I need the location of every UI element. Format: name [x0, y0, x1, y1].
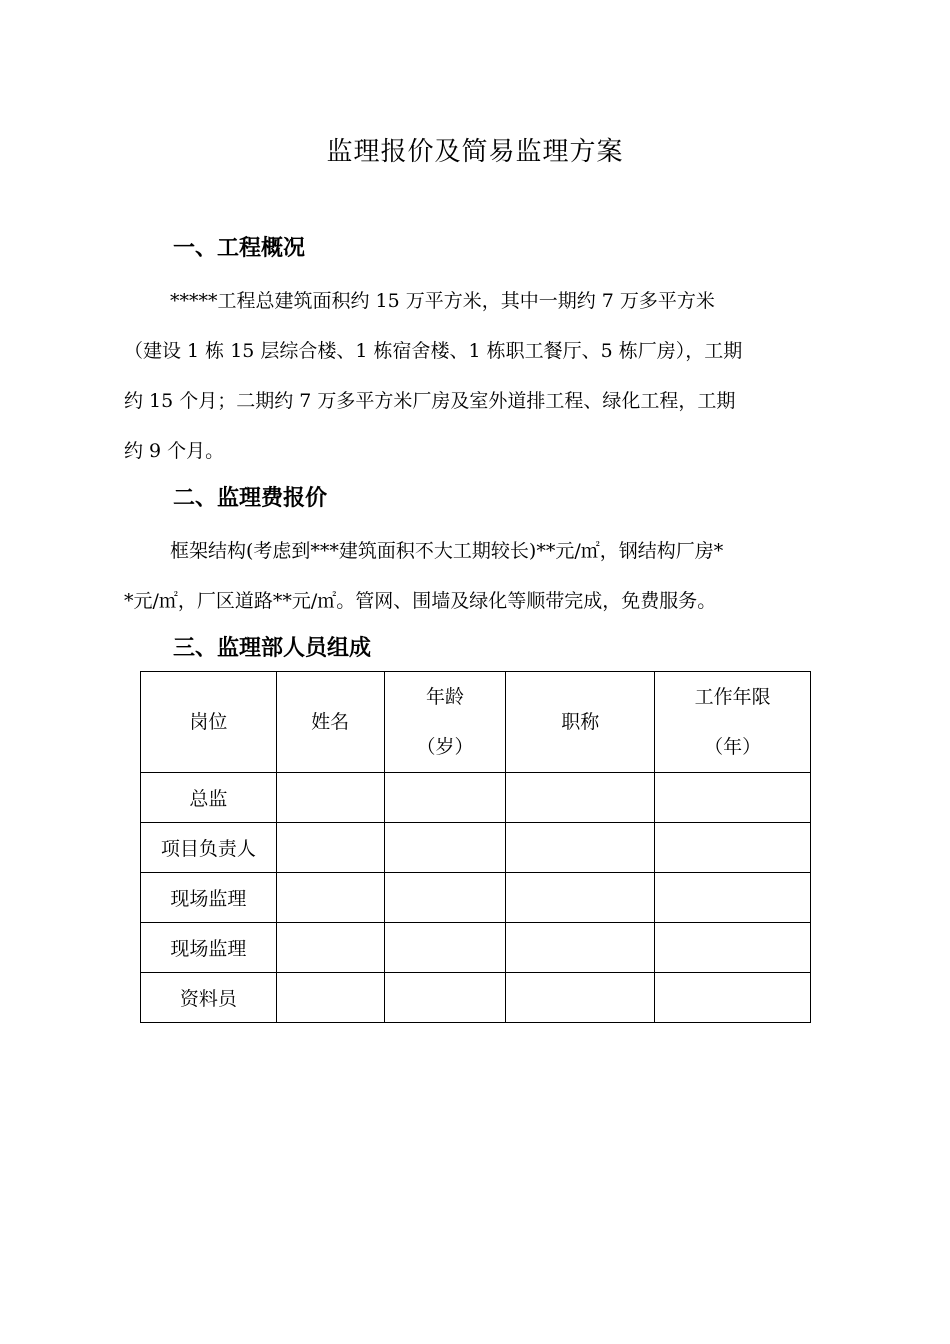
cell-role: 总监 — [141, 773, 277, 823]
cell-title — [506, 773, 655, 823]
cell-name — [276, 773, 384, 823]
table-row — [141, 973, 811, 1023]
cell-name — [276, 923, 384, 973]
overview-line-4: 约 9 个月。 — [124, 440, 225, 462]
cell-name — [276, 873, 384, 923]
cell-years — [655, 873, 811, 923]
cell-age — [384, 823, 506, 873]
cell-name — [276, 973, 384, 1023]
header-age: 年龄 （岁） — [384, 672, 506, 773]
cell-role: 资料员 — [141, 973, 277, 1023]
header-work-years: 工作年限 （年） — [655, 672, 811, 773]
section-heading-overview: 一、工程概况 — [173, 236, 306, 261]
cell-title — [506, 873, 655, 923]
table-row — [141, 773, 811, 823]
cell-title — [506, 973, 655, 1023]
overview-line-2: （建设 1 栋 15 层综合楼、1 栋宿舍楼、1 栋职工餐厅、5 栋厂房），工期 — [124, 340, 743, 362]
staff-table — [140, 671, 811, 1023]
cell-age — [384, 873, 506, 923]
cell-role: 现场监理 — [141, 923, 277, 973]
cell-years — [655, 773, 811, 823]
section-body-overview — [124, 276, 826, 476]
cell-years — [655, 973, 811, 1023]
cell-role: 现场监理 — [141, 873, 277, 923]
cell-age — [384, 973, 506, 1023]
cell-years — [655, 823, 811, 873]
cell-years — [655, 923, 811, 973]
table-row — [141, 873, 811, 923]
table-row — [141, 823, 811, 873]
cell-role: 项目负责人 — [141, 823, 277, 873]
section-heading-staff: 三、监理部人员组成 — [173, 636, 372, 661]
table-row — [141, 923, 811, 973]
fee-line-1: 框架结构(考虑到***建筑面积不大工期较长)**元/㎡，钢结构厂房* — [170, 540, 724, 562]
cell-age — [384, 773, 506, 823]
fee-line-2: *元/㎡，厂区道路**元/㎡。管网、围墙及绿化等顺带完成，免费服务。 — [124, 590, 717, 612]
header-position: 岗位 — [141, 672, 277, 773]
overview-line-1: *****工程总建筑面积约 15 万平方米，其中一期约 7 万多平方米 — [170, 290, 715, 312]
cell-name — [276, 823, 384, 873]
cell-age — [384, 923, 506, 973]
cell-title — [506, 823, 655, 873]
header-professional-title: 职称 — [506, 672, 655, 773]
document-title: 监理报价及简易监理方案 — [326, 137, 624, 167]
overview-line-3: 约 15 个月；二期约 7 万多平方米厂房及室外道排工程、绿化工程，工期 — [124, 390, 736, 412]
section-heading-fee-quote: 二、监理费报价 — [173, 486, 328, 511]
table-header-row — [141, 672, 811, 773]
section-body-fee-quote — [124, 526, 826, 626]
cell-title — [506, 923, 655, 973]
header-name: 姓名 — [276, 672, 384, 773]
